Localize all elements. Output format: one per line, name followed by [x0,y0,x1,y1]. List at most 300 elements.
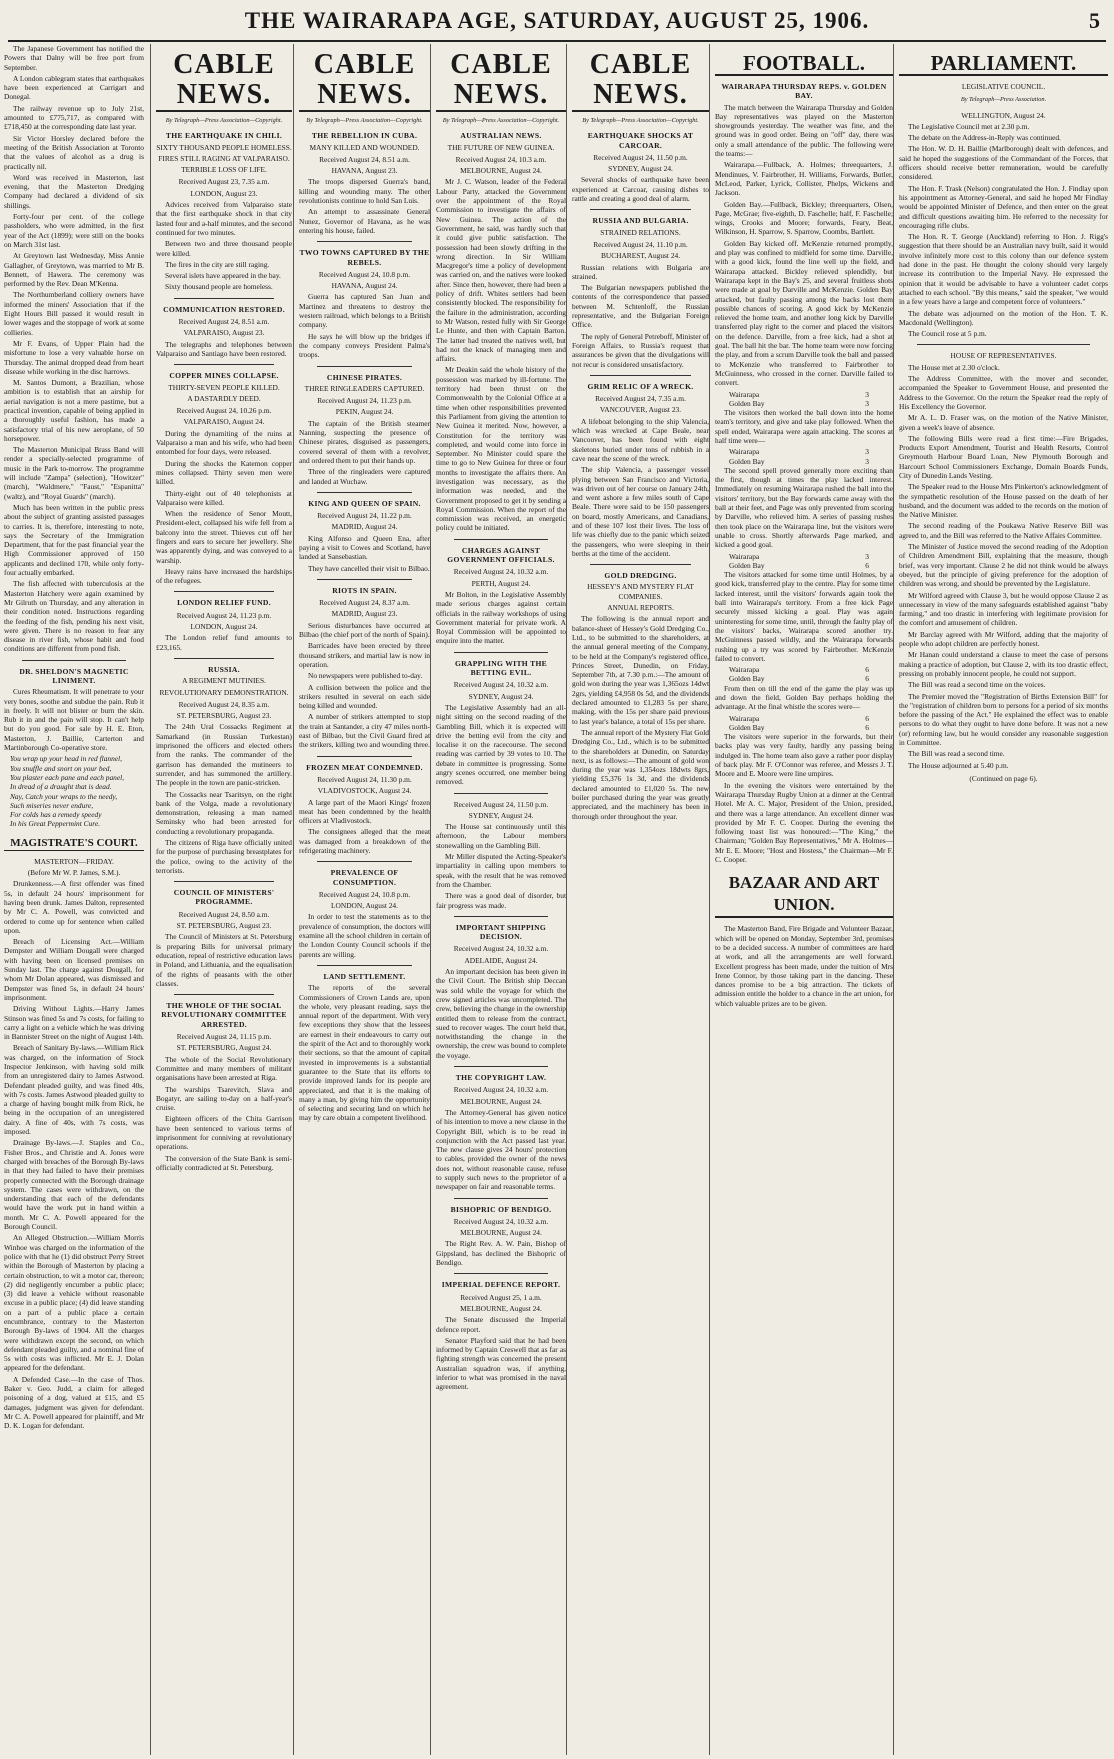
score-row [715,561,893,570]
article-heading: CHARGES AGAINST GOVERNMENT OFFICIALS. [447,545,555,565]
council-heading: LEGISLATIVE COUNCIL. [961,82,1046,91]
paragraph: The Bill was read a second time. [908,749,1005,759]
paragraph: M. Santos Dumont, a Brazilian, whose ambition is to establish that an airship for aerial navigation is not a mere pastime, but a practical invention, capable of being applied in a thoroughly useful fashion, has made a satisfactory trial of his new aeroplane, of 50 horsepower. [4,378,144,443]
dateline: MADRID, August 24. [331,522,398,532]
team-name: Wairarapa [729,665,760,675]
verse-line: Such miseries never endure, [10,800,94,810]
paragraph: During the dynamiting of the ruins at Valparaiso a man and his wife, who had been entombed for four days, were released. [156,428,292,457]
magistrates-court-heading: MAGISTRATE'S COURT. [4,837,144,851]
article-heading: GRIM RELIC OF A WRECK. [587,381,694,391]
received-line: Received August 24, 10.8 p.m. [318,269,411,279]
paragraph: The Senate discussed the Imperial defence report. [436,1315,566,1334]
article-subheading: A DASTARDLY DEED. [187,393,261,403]
dateline: VLADIVOSTOCK, August 24. [317,786,412,796]
verse-line: You snuffle and snort on your bed, [10,763,112,773]
score-row [715,390,893,399]
team-points: 6 [865,722,869,732]
article-heading: LONDON RELIEF FUND. [177,598,271,608]
divider [317,241,412,242]
paragraph: The reports of the several Commissioners of Crown Lands are, upon the whole, very pleasant reading, says the annual report of the department. With very few exceptions they show that the lessees are earnest in their endeavours to carry out the spirit of the Act and to thoroughly work their sections, so that the amount of capital invested in improvements is a substantial guarantee to the State that its efforts to provide improved lands for its people are appreciated, and that it is the making of many a man, by giving him the opportunity of selecting and securing land on which he may by care obtain a competent livelihood. [299,983,430,1123]
received-line: Received August 24, 11.10 p.m. [593,239,688,249]
dateline: MADRID, August 23. [331,609,398,619]
team-points: 6 [865,674,869,684]
received-line: Received August 24, 10.8 p.m. [318,889,411,899]
column-4 [430,44,571,1755]
house-heading: HOUSE OF REPRESENTATIVES. [950,351,1057,361]
paragraph: They have cancelled their visit to Bilbao. [308,563,430,573]
paragraph: Between two and three thousand people were killed. [156,239,292,258]
football-report [715,103,893,865]
paragraph: At Greytown last Wednesday, Miss Annie Gallagher, of Greytown, was married to Mr B. Bennett, of Hawera. The ceremony was performed by the Rev. Dean M'Kenna. [4,251,144,289]
divider [174,298,274,299]
paragraph: The reply of General Petreboff, Minister of Foreign Affairs, to Russia's request that assurances be given that the divulgations will not recur is considered unsatisfactory. [572,331,709,369]
paragraph: Serious disturbances have occurred at Bilbao (the chief port of the north of Spain). [299,620,430,640]
article-heading: BISHOPRIC OF BENDIGO. [450,1204,552,1214]
dateline: LONDON, August 23. [190,188,258,198]
received-line: Received August 24, 8.35 a.m. [178,699,270,709]
article-subheading: A REGIMENT MUTINIES. [182,676,266,686]
paragraph: Breach of Sanitary By-laws.—William Rick was charged, on the information of Stock Inspector Jenkinson, with having sold milk from an unregistered dairy to James Astwood. Defendant pleaded guilty, and was fined 40s, with 7s costs. James Astwood pleaded guilty to a charge of having bought milk from Rick, he being in the occupation of an unregistered dairy. A fine of 40s, with 7s costs, was imposed. [4,1043,144,1137]
paragraph: Russian relations with Bulgaria are strained. [572,262,709,281]
paragraph: An Alleged Obstruction.—William Morris Winhoe was charged on the information of the police with that he (1) did obstruct Perry Street within the Borough of Masterton by placing a certain obstruction, to wit a motor car, thereon; (2) did negligently encumber a public place; (3) did leave a vehicle without reasonable excuse in a public place; (4) did leave standing on a part of a public place a certain encumbrance, contrary to the Masterton Borough By-laws of 1904. All the charges were withdrawn except the second, on which defendant pleaded guilty, and a nominal fine of 5s with costs was inflicted. Mr E. J. Dolan appeared for the defendant. [4,1233,144,1373]
article-heading: AUSTRALIAN NEWS. [460,131,542,141]
dateline: MELBOURNE, August 24. [460,1228,542,1238]
team-name: Wairarapa [729,389,760,399]
paragraph: Heavy rains have increased the hardships of the refugees. [156,566,292,586]
paragraph: The Masterton Band, Fire Brigade and Volunteer Bazaar, which will be opened on Monday, September 3rd, promises to be a decided success. A number of committees are hard at work, and all the arrangements are well forward. Excellent progress has been made, under the tuition of Mrs Irene Connor, by those taking part in the dancing. These dances promise to be a big attraction. The tickets of admission entitle the holder to a chance in the art union, for which valuable prizes are to be given. [715,924,893,1008]
received-line: Received August 24, 8.51 a.m. [178,317,270,327]
paragraph: The railway revenue up to July 21st, amounted to £775,717, as compared with £718,450 at the corresponding date last year. [4,103,144,132]
dateline: SYDNEY, August 24. [468,810,534,820]
article-heading: RUSSIA AND BULGARIA. [592,216,689,226]
paragraph: The Bill was read a second time on the voices. [908,680,1046,690]
cable-items [572,131,709,821]
divider [454,1198,548,1199]
council-dateline: WELLINGTON, August 24. [961,110,1046,120]
received-line: Received August 23, 7.35 a.m. [178,177,270,187]
divider [22,660,126,661]
received-line: Received August 25, 1 a.m. [460,1292,542,1302]
paragraph: A number of strikers attempted to stop the train at Santander, a city 47 miles north-east of Bilbao, but the Civil Guard fired at the strikers, killing two and wounding three. [299,712,430,750]
paragraph: The consignees alleged that the meat was damaged from a breakdown of the refrigerating machinery. [299,827,430,855]
received-line: Received August 24, 10.32 a.m. [453,1216,549,1226]
paragraph: The House adjourned at 5.40 p.m. [908,760,1009,770]
paragraph: Mr J. C. Watson, leader of the Federal Labour Party, attacked the Government over the appointment of the Royal Commission to investigate the affairs of New Guinea. The action of the Government, he said, was hardly such that it could give public satisfaction. The possession had been slowly drifting in the wrong direction. In Sir William Macgregor's time a policy of development was carried on, and the natives were looked after. Since then, however, there had been a policy of drift. Whites settlers had been consistently blocked. The responsibility for the failure in the administration, according to Mr Watson, rested fully with Sir George Le Hunte, and then with Captain Barton. The latter had treated the natives well, but had not the knack of managing men and affairs. [436,177,566,364]
paragraph: The Council rose at 5 p.m. [908,329,987,339]
received-line: Received August 24, 11.23 p.m. [317,396,412,406]
divider [174,658,274,659]
dateline: HAVANA, August 23. [331,166,398,176]
paragraph: There was a good deal of disorder, but fair progress was made. [436,891,566,910]
article-subheading: STRAINED RELATIONS. [600,227,681,237]
divider [454,1273,548,1274]
article-subheading: REVOLUTIONARY DEMONSTRATION. [159,687,289,697]
page-number: 5 [1089,8,1100,33]
team-name: Wairarapa [729,713,760,723]
dateline: LONDON, August 24. [331,901,398,911]
paragraph: King Alfonso and Queen Ena, after paying a visit to Cowes and Scotland, have landed at Sansebastian. [299,533,430,562]
paragraph: The captain of the British steamer Nanning, suspecting the presence of Chinese pirates, disguised as passengers, covered several of them with a revolver, and ordered them to put their hands up. [299,418,430,465]
council-byline: By Telegraph—Press Association. [960,96,1047,104]
paragraph: In the evening the visitors were entertained by the Wairarapa Thursday Rugby Union at a dinner at the Central Hotel. Mr A. C. Major, President of the Union, presided, and there was a large attendance. An excellent dinner was provided by Mr F. C. Cooper. During the evening the following toast list was honoured:—"The King," the Chairman; "Golden Bay Representatives," Mr A. Holmes—Mr E. E. Moore; "Host and Hostess," the Chairman—Mr F. C. Cooper. [715,780,893,865]
paragraph: The Speaker read to the House Mrs Pinkerton's acknowledgment of the sympathetic resolution of the House passed on the death of her husband, and the document was added to the records on the motion of the Native Minister. [899,482,1108,520]
paragraph: The ship Valencia, a passenger vessel plying between San Francisco and Victoria, was driven out of her course on January 24th, and went ashore a few miles south of Cape Beale. There were said to be 150 passengers on board, mostly Americans, and Canadians, and of these 107 lost their lives. The loss of life was chiefly due to the panic which seized the passengers, who were sleeping in their berths at the time of the accident. [572,465,709,558]
article-heading: TWO TOWNS CAPTURED BY THE REBELS. [299,248,430,267]
team-name: Golden Bay [729,674,765,684]
team-points: 3 [865,551,869,561]
article-heading: GRAPPLING WITH THE BETTING EVIL. [454,658,548,678]
article-heading: RIOTS IN SPAIN. [332,585,397,595]
divider [317,492,412,493]
cable-news-banner: CABLE NEWS. [299,50,430,112]
article-heading: LAND SETTLEMENT. [323,971,406,981]
paragraph: The Cossacks near Tsaritsyn, on the right bank of the Volga, made a revolutionary demonstration, releasing a man named Seminsky who had been arrested for conducting a revolutionary propaganda. [156,789,292,836]
article-subheading: TERRIBLE LOSS OF LIFE. [181,165,267,175]
article-subheading: ANNUAL REPORTS. [607,603,674,613]
paragraph: Mr Miller disputed the Acting-Speaker's impartiality in calling upon members to speak, with the result that he was removed from the Chamber. [436,852,566,889]
house-paragraphs [899,363,1108,770]
divider [454,1066,548,1067]
article-subheading: THREE RINGLEADERS CAPTURED. [304,383,425,393]
received-line: Received August 24, 11.23 p.m. [176,610,272,620]
team-points: 3 [865,456,869,466]
article-heading: COPPER MINES COLLAPSE. [169,371,279,381]
verse-line: In dread of a draught that is dead. [10,782,112,792]
paragraph: An attempt to assassinate General Nunez, Governor of Havana, as he was entering his house, failed. [299,207,430,235]
verse-line: For colds has a remedy speedy [10,810,102,820]
column-2 [150,44,297,1755]
paragraph: The Minister of Justice moved the second reading of the Adoption of Children Amendment Bill, explaining that the measure, though brief, was very important. Clause 2 he did not think would be always obeyed, but the principle of giving preference for the adoption of children was wrong, and should be prevented by the Legislature. [899,542,1108,589]
article-heading: FROZEN MEAT CONDEMNED. [306,762,423,772]
paragraph: Several shocks of earthquake have been experienced at Carcoar, causing dishes to rattle and creating a good deal of alarm. [572,175,709,204]
paragraph: The warships Tsarevitch, Slava and Bogatyr, are sailing to-day on a half-year's cruise. [156,1084,292,1113]
received-line: Received August 24, 11.30 p.m. [317,774,412,784]
received-line: Received August 24, 10.32 a.m. [453,944,549,954]
received-line: Received August 24, 10.26 p.m. [176,406,272,416]
score-row [715,665,893,674]
paragraph: The House sat continuously until this afternoon, the Labour members stonewalling on the Gambling Bill. [436,822,566,850]
team-name: Golden Bay [729,456,765,466]
team-name: Golden Bay [729,560,765,570]
paragraph: The House met at 2.30 o'clock. [908,362,1000,372]
paragraph: A lifeboat belonging to the ship Valencia, which was wrecked at Cape Beale, near Vancouver, has been found with eight skeletons buried under tons of rubbish in a cave near the scene of the wreck. [572,416,709,463]
article-heading: EARTHQUAKE SHOCKS AT CARCOAR. [587,131,694,150]
paragraph: No newspapers were published to-day. [308,671,423,681]
dateline: MELBOURNE, August 24. [460,166,542,176]
article-heading: THE WHOLE OF THE SOCIAL REVOLUTIONARY COMMITTEE ARRESTED. [161,1001,287,1029]
paragraph: The Legislative Assembly had an all-night sitting on the second reading of the Gambling Bill, which it is expected will drive the betting evil from the city and localise it on the racecourse. The second reading was carried by 39 votes to 10. The debate in committee is progressing. Some angry scenes occurred, one member being removed. [436,702,566,787]
paragraph: From then on till the end of the game the play was up and down the field, Golden Bay perhaps holding the advantage. At the final whistle the scores were— [715,683,893,712]
article-subheading: SIXTY THOUSAND PEOPLE HOMELESS. [156,142,292,152]
paragraph: Driving Without Lights.—Harry James Stinson was fined 5s and 7s costs, for failing to carry a light on a vehicle which he was driving in Bannister Street on the night of August 14th. [4,1004,144,1042]
paragraph: The Japanese Government has notified the Powers that Dalny will be free port from September. [4,44,144,72]
verse-line: You wrap up your head in red flannel, [10,754,122,764]
received-line: Received August 24, 8.51 a.m. [319,154,410,164]
liniment-ad-text: Cures Rheumatism. It will penetrate to your very bones, soothe and subdue the pain. Rub it in freely. It will not blister or burn the skin. Rub it in and the pain will stop. It can't help but do you good. For sale by H. E. Eton, Masterton, J. Baillie, Carterton and Martinborough Co-operative store. [4,687,144,753]
dateline: BUCHAREST, August 24. [600,251,681,261]
paragraph: The visitors then worked the ball down into the home team's territory, and give and take play followed. When the spell ended, Wairarapa were again attacking. The scores at half time were— [715,408,893,445]
divider [174,994,274,995]
paragraph: Word was received in Masterton, last evening, that the Masterton Dredging Company had declared a dividend of six shillings. [4,172,144,210]
page-columns [4,44,1110,1755]
score-row [715,552,893,561]
paragraph: Drainage By-laws.—J. Staples and Co., Fisher Bros., and Christie and A. Jones were charged with breaches of the Borough By-laws in that they had failed to have their premises properly connected with the Borough drainage system. The cases were withdrawn, on the understanding that each of the defendants would have the work put in hand within a month. Mr C. A. Powell appeared for the Borough Council. [4,1138,144,1232]
divider [454,916,548,917]
article-heading: THE EARTHQUAKE IN CHILI. [165,131,283,141]
divider [317,579,412,580]
cable-byline: By Telegraph—Press Association—Copyright. [442,117,560,124]
magistrates-court-before: (Before Mr W. P. James, S.M.). [27,868,121,878]
divider [174,364,274,365]
paragraph: Three of the ringleaders were captured and landed at Wuchaw. [299,467,430,486]
received-line: Received August 24, 7.35 a.m. [595,394,686,404]
team-name: Wairarapa [729,447,760,457]
verse-line: You plaster each pane and each panel, [10,772,125,782]
column-6 [709,44,898,1755]
paragraph: Sixty thousand people are homeless. [165,282,273,292]
team-points: 3 [865,447,869,457]
cable-byline: By Telegraph—Press Association—Copyright. [582,117,699,124]
match-heading: WAIRARAPA THURSDAY REPS. v. GOLDEN BAY. [721,82,887,101]
team-points: 3 [865,398,869,408]
continued-note: (Continued on page 6). [969,773,1038,783]
paragraph: A London cablegram states that earthquakes have been experienced at Carrigart and Donegal. [4,73,144,102]
article-subheading: MANY KILLED AND WOUNDED. [309,142,420,152]
paragraph: Wairarapa.—Fullback, A. Holmes; threequarters, J. Mendinues, V. Fairbrother, H. Williams, Forwards, Butler, McLeod, Parker, Lyrick, Collister, Phelps, Wickens and Jackson. [715,160,893,198]
cable-news-banner: CABLE NEWS. [156,50,292,112]
column-1 [4,44,149,1755]
paragraph: The whole of the Social Revolutionary Committee and many members of militant organisations have been arrested at Riga. [156,1054,292,1083]
paragraph: A collision between the police and the strikers resulted in several on each side being killed and wounded. [299,682,430,711]
article-heading: PREVALENCE OF CONSUMPTION. [330,868,399,887]
masthead [8,6,1106,42]
newspaper-title: THE WAIRARAPA AGE, SATURDAY, AUGUST 25, 1906. [244,8,870,33]
paragraph: Several islets have appeared in the bay. [165,271,281,281]
cable-byline: By Telegraph—Press Association—Copyright. [165,117,283,124]
football-heading: FOOTBALL. [715,52,893,76]
article-heading: KING AND QUEEN OF SPAIN. [308,498,421,508]
divider [917,344,1090,345]
council-paragraphs [899,122,1108,339]
bazaar-heading: BAZAAR AND ART UNION. [715,872,893,918]
dateline: MELBOURNE, August 24. [460,1303,542,1313]
divider [317,861,412,862]
cable-items [299,131,430,1122]
paragraph: Advices received from Valparaiso state that the first earthquake shock in that city lasted four and a-half minutes, and the second continued for two minutes. [156,200,292,237]
parliament-heading: PARLIAMENT. [899,52,1108,76]
divider [317,756,412,757]
paragraph: Much has been written in the public press about the subject of granting assisted passages to carries. It is, therefore, interesting to note, says the Secretary of the Immigration Department, that for the past financial year the High Commissioner approved of 150 applicants and declined 170, while only forty-four actually embarked. [4,502,144,578]
paragraph: The Address Committee, with the mover and seconder, accompanied the Speaker to Government House, and presented the Address to the Governor. On the return the Speaker read the reply of His Excellency the Governor. [899,374,1108,411]
dateline: PEKIN, August 24. [335,407,394,417]
article-heading: CHINESE PIRATES. [326,372,403,382]
article-subheading: FIRES STILL RAGING AT VALPARAISO. [158,153,290,163]
paragraph: When the residence of Senor Moutt, President-elect, collapsed his wife fell from a balcony into the street. Thieves cut off her fingers and ears to secure her jewellery. She was apparently dying, and was conveyed to a warship. [156,509,292,565]
score-row [715,723,893,732]
paragraph: The annual report of the Mystery Flat Gold Dredging Co., Ltd., which is to be submitted to the shareholders at Dunedin, on Saturday next, is as follows:—The amount of gold won during the year was 1,354ozs 18dwts 8grs, yielding £5,376 1s 3d, and the dividends declared amounted to £1,020 5s. The new boiler purchased during the year was greatly appreciated, and the machinery has been in thorough order throughout the year. [572,727,709,821]
paragraph: Senator Playford said that he had been informed by Captain Creswell that as far as fighting strength was concerned the present Australian squadron was, if anything, inferior to what was promised in the naval agreement. [436,1335,566,1392]
team-points: 6 [865,665,869,675]
paragraph: Guerra has captured San Juan and Martinez and threatens to destroy the western railroad, which belongs to a British company. [299,292,430,330]
dateline: ST. PETERSBURG, August 23. [176,921,272,931]
magistrates-court-paragraphs [4,879,144,1430]
dateline: VALPARAISO, August 24. [183,417,265,427]
article-heading: COUNCIL OF MINISTERS' PROGRAMME. [173,888,275,907]
article-heading: IMPERIAL DEFENCE REPORT. [441,1280,561,1290]
paragraph: The conversion of the State Bank is semi-officially contradicted at St. Petersburg. [156,1153,292,1172]
paragraph: An important decision has been given in the Civil Court. The British ship Deccan was sold while the voyage for which the crew signed articles was uncompleted. The crew, believing the change in the ownership entitled them to release from the contract, sued to recover wages. The court held that, notwithstanding the change in the ownership, the crew was bound to complete the voyage. [436,967,566,1060]
score-row [715,399,893,408]
dateline: MELBOURNE, August 24. [460,1096,542,1106]
divider [590,564,691,565]
paragraph: The visitors were superior in the forwards, but their backs play was very faulty, hardly any passing being indulged in. The home team also gave a rather poor display of back play. Mr F. O'Connor was referee, and Messrs J. T. Moore and E. Moore were line umpires. [715,732,893,779]
paragraph: Mr Barclay agreed with Mr Wilford, adding that the majority of people who adopt children are perfectly honest. [899,629,1108,649]
paragraph: The fish affected with tuberculosis at the Masterton Hatchery were again examined by Mr Gilruth on Thursday, and any alteration in their condition noted. Instructions regarding the feeding of the fish, pending his next visit, were given. There is no reason to fear any disease in river fish, whose habit and food conditions are different from pond fish. [4,579,144,654]
paragraph: The Hon. F. Trask (Nelson) congratulated the Hon. J. Findlay upon his appointment as Attorney-General, and said he hoped Mr Findlay would be appointed Minister of Defence, and then enter on the great and difficult questions awaiting him. He referred to the necessity for encouraging rifle clubs. [899,183,1108,230]
received-line: Received August 24, 11.15 p.m. [176,1032,272,1042]
paragraph: He says he will blow up the bridges if the company conveys President Palma's troops. [299,331,430,360]
divider [317,366,412,367]
article-heading: COMMUNICATION RESTORED. [163,304,285,314]
received-line: Received August 24, 11.50 p.m. [593,152,688,162]
paragraph: Mr Deakin said the whole history of the possession was marked by ill-fortune. The territory had been thrust on the Commonwealth by the Colonial Office at a time when other responsibilities prevented this Parliament from giving the attention to New Guinea it merited. Now, however, a Constitution for the territory was completed, and would come into force in September. No Minister could spare the time to go to New Guinea for three or four months to investigate the affairs there. An investigation was necessary, as the information was needed, and the Government proposed to get it by sending a Royal Commission. When the report of the commission was received, an energetic policy could be initiated. [436,365,566,533]
team-points: 3 [865,389,869,399]
divider [454,652,548,653]
paragraph: The debate on the Address-in-Reply was continued. [908,133,1061,143]
article-subheading: HESSEY'S AND MYSTERY FLAT COMPANIES. [587,582,694,601]
received-line: Received August 24, 11.22 p.m. [317,511,412,521]
paragraph: The 24th Ural Cossacks Regiment at Samarkand (in Russian Turkestan) imprisoned the officers and elected others from the ranks. The commander of the garrison has demanded the mutineers to surrender, and has summoned the artillery. The people in the town are panic-stricken. [156,722,292,788]
article-heading: RUSSIA. [208,664,240,674]
article-heading: GOLD DREDGING. [604,571,677,581]
verse-line: In his Great Peppermint Cure. [10,819,100,829]
paragraph: The Hon. W. D. H. Baillie (Marlborough) dealt with defences, and said he hoped the suggestions of the Commandant of the Forces, that officers should receive better remuneration, would be carefully considered. [899,144,1108,182]
team-name: Golden Bay [729,398,765,408]
paragraph: The fires in the city are still raging. [165,259,270,269]
cable-news-banner: CABLE NEWS. [436,50,566,112]
paragraph: The following is the annual report and balance-sheet of Hessey's Gold Dredging Co., Ltd., to be submitted to the shareholders, at the annual general meeting of the Company, to be held at the Company's registered office, Princes Street, Dunedin, on Friday, September 7th, at 7.30 p.m.:—The amount of gold won during the year was 1,365ozs 14dwt 2grs, yielding £4,958 0s 5d, and the dividends declared amounted to £1,283 5s per share, making, with the 15s per share paid previous to last year's balance, a total of 15s per share. [572,614,709,726]
paragraph: Mr Wilford agreed with Clause 3, but he would oppose Clause 2 as unnecessary in view of the many safeguards established against "baby farming," and too drastic in interfering with legitimate provision for the comfort and amusement of children. [899,590,1108,628]
paragraph: A large part of the Maori Kings' frozen meat has been condemned by the health officers at Vladivostock. [299,797,430,826]
paragraph: The telegraphs and telephones between Valparaiso and Santiago have been restored. [156,339,292,358]
dateline: ST. PETERSBURG, August 23. [176,711,272,721]
paragraph: Forty-four per cent. of the college passholders, who were admitted, in the first year of the Act (1899); were still on the books on March 31st last. [4,212,144,249]
article-subheading: THE FUTURE OF NEW GUINEA. [447,142,555,152]
paragraph: Mr Hanan could understand a clause to meet the case of persons making a practice of adoption, but Clause 2, with its too drastic effect, pressing on probably innocent people, he could not support. [899,650,1108,678]
dateline: SYDNEY, August 24. [608,164,673,174]
cable-items [436,131,566,1391]
cable-byline: By Telegraph—Press Association—Copyright. [306,117,423,124]
paragraph: The debate was adjourned on the motion of the Hon. T. K. Macdonald (Wellington). [899,308,1108,327]
article-heading: THE REBELLION IN CUBA. [311,131,418,141]
paragraph: Golden Bay kicked off. McKenzie returned promptly, and play was confined to midfield for some time. Darville, with a good kick, found the line well up the field, and Wairarapa attacked. Bickley relieved splendidly, but Wairarapa kept in the Bay's 25, and several fruitless shots were made at goal by Darville and McKenzie. Golden Bay attacked, but faulty passing among the backs lost them possible chances of scoring. A good kick by McKenzie relieved the home team, and another long kick by Darville transferred play right to the corner and placed the visitors on the defence. Darville, from a free kick, had a shot at goal. The ball hit the bar. The home team were now forcing the play, and from a scrum Darville took the ball and passed to McKenzie who transferred to Fairbrother to McGuinness, who crossed in the corner. Darville failed to convert. [715,238,893,388]
paragraph: Golden Bay.—Fullback, Bickley; threequarters, Olsen, Page, McGrae; five-eighth, D. Faschelle; half, F. Faschelle; wings, Crooks and Moore; forwards, Feary, Beat, Wilkinson, H. Sparrow, S. Sparrow, Coombs, Bartlett. [715,199,893,237]
paragraph: A Defended Case.—In the case of Thos. Baker v. Geo. Judd, a claim for alleged poisoning of a dog, valued at £15, and £5 damages, judgment was given for defendant. Mr C. A. Powell appeared for plaintiff, and Mr D. K. Logan for defendant. [4,1374,144,1431]
paragraph: The Attorney-General has given notice of his intention to move a new clause in the Copyright Bill, which is to be read in conjunction with the Act passed last year. The new clause gives 24 hours' protection to cables, provided the owner of the news does not, without reasonable cause, refuse to supply such news to the proprietor of a newspaper on fair and reasonable terms. [436,1107,566,1192]
paragraph: During the shocks the Katemon copper mines collapsed. Thirty seven men were killed. [156,458,292,487]
dateline: VALPARAISO, August 23. [183,328,265,338]
paragraph: Barricades have been erected by three thousand strikers, and martial law is now in operation. [299,641,430,669]
team-points: 6 [865,713,869,723]
peppermint-cure-verse [4,754,144,828]
paragraph: The citizens of Riga have officially united for the purpose of purchasing breastplates for the police, owing to the activity of the terrorists. [156,838,292,875]
article-subheading: THIRTY-SEVEN PEOPLE KILLED. [168,382,280,392]
paragraph: The Northumberland colliery owners have informed the miners' Association that if the Eight Hours Bill passed it would result in lower wages and the stoppage of work at some collieries. [4,290,144,337]
paragraph: The visitors attacked for some time until Holmes, by a good kick, transferred play to the centre. Play for some time lacked interest, until the visitors' forwards again took the ball into Wairarapa's territory. From a free kick Page securely missed kicking a goal. Play was again uninteresting for some time, until, through the faulty play of the visitors' backs, Wairarapa scored another try. McGuinness passed wildly, and the Wairarapa forwards rushing up a try was scored by Fairbrother. McKenzie failed to convert. [715,570,893,663]
divider [454,539,548,540]
verse-line: Nay, Catch your wraps to the needy, [10,791,118,801]
paragraph: The Right Rev. A. W. Pain, Bishop of Gippsland, has declined the Bishopric of Bendigo. [436,1239,566,1268]
paragraph: Breach of Licensing Act.—William Dempster and William Dougall were charged with having been on licensed premises on Sunday last. The charge against Dougall, for whom Mr Dolan appeared, was dismissed and Dempster was fined 5s, in default 24 hours' imprisonment. [4,937,144,1002]
paragraph: The Premier moved the "Registration of Births Extension Bill" for the "registration of children born to persons for a period of six months before the passing of the Act." He explained the effect was to enable persons to do what they ought to have done before. It was not a new (or) reforming law, but he would consider any reasonable suggestion in Committee. [899,691,1108,747]
divider [454,793,548,794]
paragraph: The London relief fund amounts to £23,165. [156,633,292,652]
received-line: Received August 24, 11.50 p.m. [453,799,549,809]
score-row [715,447,893,456]
team-name: Wairarapa [729,551,760,561]
paragraph: Sir Victor Horsley declared before the meeting of the British Association at Toronto that the values of alcohol as a drug is practically nil. [4,133,144,171]
bazaar-paragraphs [715,924,893,1008]
paragraph: In order to test the statements as to the prevalence of consumption, the doctors will examine all the school children in certain of the London County Council schools if the parents are willing. [299,912,430,959]
article-heading: THE COPYRIGHT LAW. [455,1073,547,1083]
cable-news-banner: CABLE NEWS. [572,50,709,112]
dateline: LONDON, August 24. [190,622,258,632]
score-row [715,714,893,723]
paragraph: The Legislative Council met at 2.30 p.m. [908,121,1030,131]
local-news-paragraphs [4,44,144,654]
paragraph: Mr Bolton, in the Legislative Assembly made serious charges against certain officials in the railway workshops of using Government material for private work. A Royal Commission will be appointed to enquire into the matter. [436,589,566,646]
divider [174,881,274,882]
received-line: Received August 24, 10.32 a.m. [453,567,549,577]
dateline: ST. PETERSBURG, August 24. [176,1043,272,1053]
paragraph: The Council of Ministers at St. Petersburg is preparing Bills for universal primary education, repeal of restrictive education laws in Poland, and Lithuania, and the equalisation of the rights of peasants with the other classes. [156,932,292,988]
divider [317,965,412,966]
divider [590,209,691,210]
magistrates-court-sub: MASTERTON—FRIDAY. [34,856,114,866]
paragraph: The Bulgarian newspapers published the contents of the correspondence that passed between M. Schtenloff, the Russian representative, and the Bulgarian Foreign Office. [572,283,709,330]
divider [590,375,691,376]
team-points: 6 [865,560,869,570]
article-heading: IMPORTANT SHIPPING DECISION. [455,922,547,942]
dateline: VANCOUVER, August 23. [599,405,682,415]
column-7 [893,44,1113,1755]
dateline: SYDNEY, August 24. [468,691,534,701]
dateline: ADELAIDE, August 24. [464,955,538,965]
paragraph: The Masterton Municipal Brass Band will render a specially-selected programme of music in the Park to-morrow. The programme will include "Zampa" (selection), "Howitzer" (march), "Waldmere," "Faust," "Espanitta" (waltz), and "Royal Guards" (march). [4,445,144,501]
received-line: Received August 24, 8.50 a.m. [178,909,270,919]
cable-items [156,131,292,1172]
score-row [715,674,893,683]
received-line: Received August 24, 10.3 a.m. [455,154,547,164]
column-3 [293,44,435,1755]
dateline: PERTH, August 24. [471,578,531,588]
divider [174,591,274,592]
received-line: Received August 24, 8.37 a.m. [319,598,410,608]
paragraph: The troops dispersed Guerra's band, killing and wounding many. The other revolutionists continue to hold San Luis. [299,177,430,206]
paragraph: The match between the Wairarapa Thursday and Golden Bay representatives was played on the Masterton showgrounds yesterday. The weather was fine, and the ground was in good order. Being on "off" day, there was only a small attendance of the public. The following were the teams:— [715,102,893,159]
paragraph: The second spell proved generally more exciting than the first, though at times the play lacked interest. Immediately on resuming Wairarapa rushed the ball into the visitors' territory, but the Bay forwards came away with the ball at their feet, and Page was only prevented from scoring by Darville, who relieved him. A series of passing rushes then took place on the Wairarapa line, but the visitors were unable to cross. Shortly afterwards Page marked, and kicked a good goal. [715,465,893,550]
paragraph: Mr F. Evans, of Upper Plain had the misfortune to lose a very valuable horse on Thursday. The animal dropped dead from heart disease while working in the disc harrows. [4,338,144,376]
column-5 [566,44,714,1755]
paragraph: Eighteen officers of the Chita Garrison have been sentenced to various terms of imprisonment for conniving at revolutionary operations. [156,1114,292,1152]
team-name: Golden Bay [729,722,765,732]
received-line: Received August 24, 10.32 a.m. [453,1085,549,1095]
paragraph: The following Bills were read a first time:—Fire Brigades, Products Export Amendment, Tourist and Health Resorts, Control Greymouth Harbour Board Loan, New Plymouth Borough and Harcourt School Commissioners Exchange, Domain Boards Funds, City of Dunedin Lands Vesting. [899,433,1108,480]
received-line: Received August 24, 10.32 a.m. [453,680,549,690]
liniment-ad-heading: DR. SHELDON'S MAGNETIC LINIMENT. [19,666,129,685]
paragraph: The second reading of the Poukawa Native Reserve Bill was agreed to, and the Bill was referred to the Native Affairs Committee. [899,521,1108,540]
score-row [715,457,893,466]
